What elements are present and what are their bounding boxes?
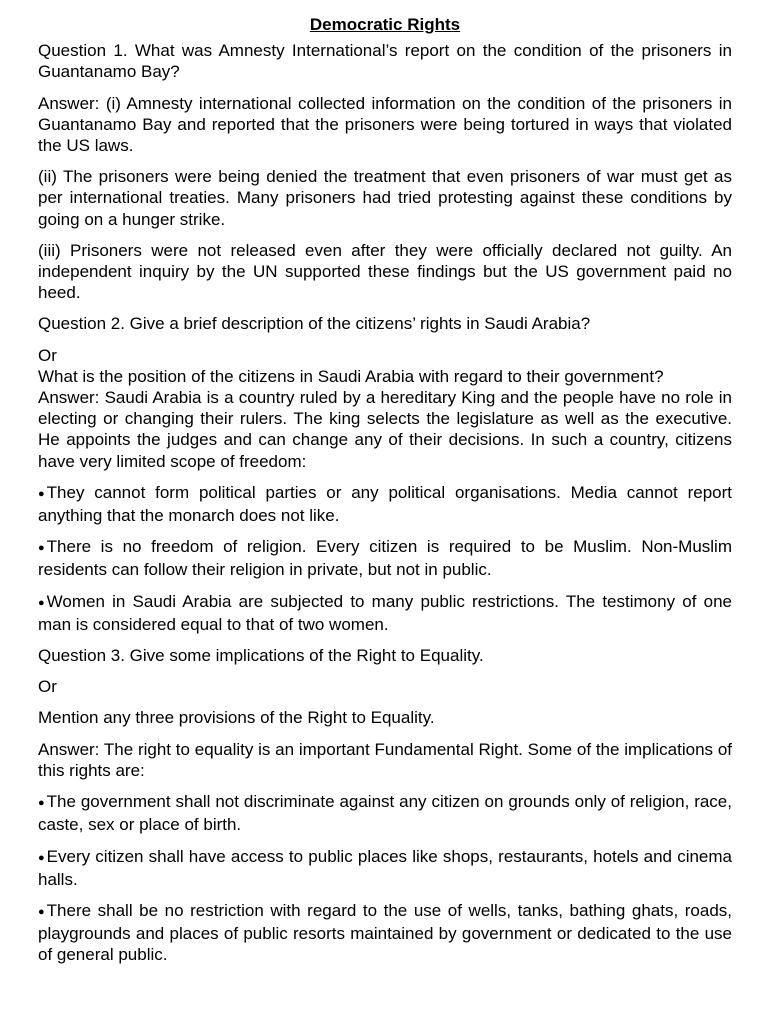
paragraph: Answer: The right to equality is an important Fundamental Right. Some of the implications of this rights are: [38, 739, 732, 780]
paragraph: Or [38, 677, 57, 697]
bullet-item [38, 791, 732, 835]
bullet-icon: ● [38, 596, 45, 609]
paragraph: (iii) Prisoners were not released even after they were officially declared not guilty. An independent inquiry by the UN supported these findings but the US government paid no heed. [38, 240, 732, 303]
bullet-text: The government shall not discriminate against any citizen on grounds only of religion, race, caste, sex or place of birth. [38, 792, 732, 835]
paragraph: Answer: Saudi Arabia is a country ruled by a hereditary King and the people have no role in electing or changing their rulers. The king selects the legislature as well as the executive. He appoints the judges and can change any of their decisions. In such a country, citizens have very limited scope of freedom: [38, 388, 732, 471]
bullet-text: Every citizen shall have access to public places like shops, restaurants, hotels and cinema halls. [38, 846, 732, 889]
paragraph: Question 2. Give a brief description of the citizens’ rights in Saudi Arabia? [38, 314, 591, 334]
bullet-item [38, 591, 732, 635]
bullet-item [38, 536, 732, 580]
bullet-icon: ● [38, 487, 45, 500]
paragraph: Question 3. Give some implications of the Right to Equality. [38, 646, 484, 666]
paragraph: Or [38, 345, 57, 365]
paragraph: Question 1. What was Amnesty International’s report on the condition of the prisoners in Guantanamo Bay? [38, 41, 732, 82]
document-body [38, 40, 732, 965]
bullet-text: There is no freedom of religion. Every citizen is required to be Muslim. Non-Muslim residents can follow their religion in private, but not in public. [38, 537, 732, 580]
bullet-icon: ● [38, 797, 45, 810]
paragraph: Mention any three provisions of the Right to Equality. [38, 708, 435, 728]
paragraph: What is the position of the citizens in Saudi Arabia with regard to their government? [38, 366, 664, 386]
bullet-text: There shall be no restriction with regard to the use of wells, tanks, bathing ghats, roads, playgrounds and places of public resorts maintained by government or dedicated to the use of general public. [38, 900, 732, 965]
bullet-icon: ● [38, 851, 45, 864]
bullet-text: They cannot form political parties or any political organisations. Media cannot report anything that the monarch does not like. [38, 482, 732, 526]
bullet-item [38, 482, 732, 526]
paragraph: (ii) The prisoners were being denied the treatment that even prisoners of war must get as per international treaties. Many prisoners had tried protesting against these conditions by going on a hunger strike. [38, 167, 732, 229]
page-title: Democratic Rights [309, 15, 461, 34]
bullet-item [38, 900, 732, 966]
document-page [38, 14, 732, 976]
paragraph: Answer: (i) Amnesty international collected information on the condition of the prisoners in Guantanamo Bay and reported that the prisoners were being tortured in ways that violated the US laws. [38, 93, 732, 156]
bullet-text: Women in Saudi Arabia are subjected to many public restrictions. The testimony of one man is considered equal to that of two women. [38, 591, 732, 634]
bullet-item [38, 846, 732, 890]
bullet-icon: ● [38, 905, 45, 918]
bullet-icon: ● [38, 542, 45, 555]
